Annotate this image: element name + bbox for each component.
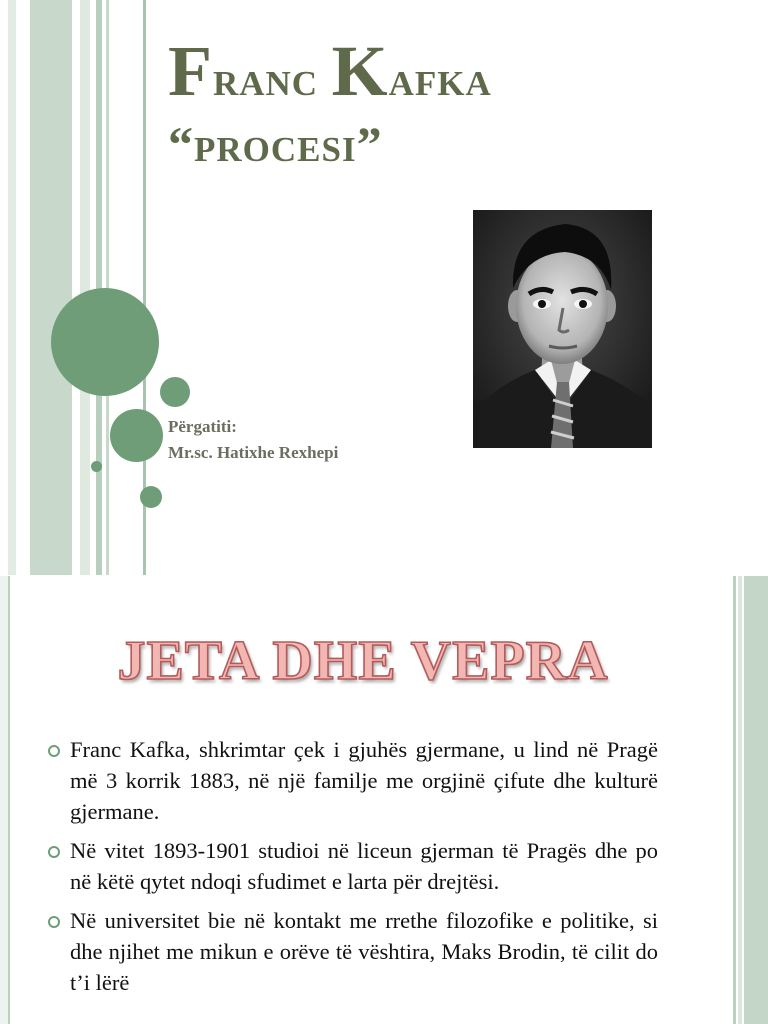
decor-stripe (744, 576, 768, 1024)
decor-circle-tiny (91, 461, 102, 472)
bullet-circle-icon (48, 916, 60, 928)
decor-circle-small-2 (140, 486, 162, 508)
bullet-circle-icon (48, 745, 60, 757)
prepared-label: Përgatiti: (168, 417, 237, 436)
bullet-circle-icon (48, 846, 60, 858)
list-item (46, 734, 658, 827)
portrait-photo (473, 210, 652, 448)
content-slide (0, 576, 768, 1024)
author-block (168, 414, 338, 466)
slide-heading: JETA DHE VEPRA (117, 630, 609, 692)
title-line-2: “procesi” (168, 116, 383, 172)
author-name: Mr.sc. Hatixhe Rexhepi (168, 443, 339, 462)
decor-circle-large (51, 288, 159, 396)
bullet-text: Franc Kafka, shkrimtar çek i gjuhës gjermane, u lind në Pragë më 3 korrik 1883, në një familje me orgjinë çifute dhe kulturë gjermane. (70, 737, 658, 824)
title-initial-k: K (331, 31, 389, 111)
title-word-kafka: afka (388, 50, 492, 106)
list-item (46, 905, 658, 998)
decor-stripe (733, 576, 736, 1024)
title-line-1 (168, 31, 748, 111)
decor-circle-medium (110, 409, 163, 462)
decor-stripe (30, 0, 72, 575)
decor-circle-small (160, 377, 190, 407)
decor-stripe (80, 0, 90, 575)
title-initial-f: F (168, 31, 213, 111)
title-slide (8, 0, 760, 575)
bullet-text: Në vitet 1893-1901 studioi në liceun gjerman të Pragës dhe po në këtë qytet ndoqi sfudimet e larta për drejtësi. (70, 838, 658, 894)
bullet-list (46, 734, 658, 1006)
decor-stripe (738, 576, 742, 1024)
slide-title (168, 31, 748, 177)
decor-stripe (8, 0, 16, 575)
list-item (46, 835, 658, 897)
bullet-text: Në universitet bie në kontakt me rrethe filozofike e politike, si dhe njihet me mikun e orëve të vështira, Maks Brodin, të cilit do t’i lërë (70, 908, 658, 995)
title-word-franc: ranc (212, 50, 319, 106)
